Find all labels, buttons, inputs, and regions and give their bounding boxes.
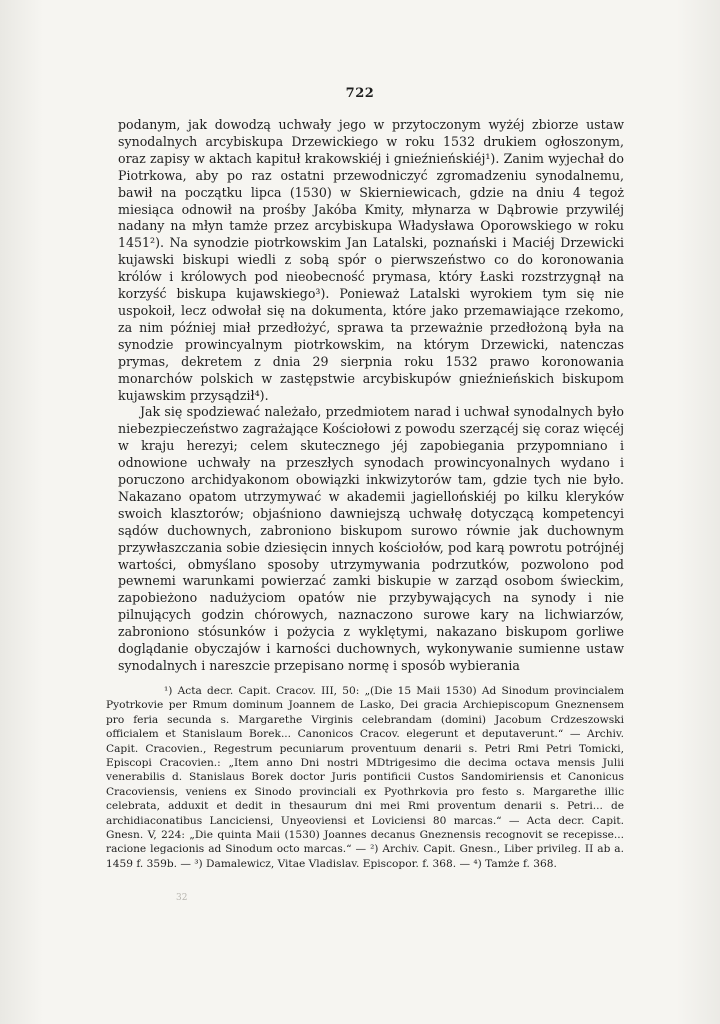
faint-stamp: 32	[176, 893, 188, 903]
page-number: 722	[345, 86, 375, 101]
main-text	[118, 117, 624, 675]
paragraph: Jak się spodziewać należało, przedmiotem narad i uchwał synodalnych było niebezpieczeństwo zagrażające Kościołowi z powodu szerzącéj się coraz więcéj w kraju herezyi; celem skutecznego jéj zapobiegania przypomniano i odnowione uchwały na przeszłych synodach prowincyonalnych wydano i poruczono archidyakonom obowiązki inkwizytorów tam, gdzie tych nie było. Nakazano opatom utrzymywać w akademii jagiellońskiéj po kilku kleryków swoich klasztorów; objaśniono dawniejszą uchwałę dotyczącą kompetencyi sądów duchownych, zabroniono biskupom surowo równie jak duchownym przywłaszczania sobie dziesięcin innych kościołów, pod karą powrotu potrójnéj wartości, obmyślano sposoby utrzymywania podrzutków, pozwolono pod pewnemi warunkami powierzać zamki biskupie w zarząd osobom świeckim, zapobieżono nadużyciom opatów nie przybywających na synody i nie pilnujących godzin chórowych, naznaczono surowe kary na lichwiarzów, zabroniono stósunków i pożycia z wyklętymi, nakazano biskupom gorliwe doglądanie obyczajów i karności duchownych, wykonywanie sumienne ustaw synodalnych i nareszcie przepisano normę i sposób wybierania	[118, 404, 624, 673]
paragraph: podanym, jak dowodzą uchwały jego w przytoczonym wyżéj zbiorze ustaw synodalnych arcybiskupa Drzewickiego w roku 1532 drukiem ogłoszonym, oraz zapisy w aktach kapituł krakowskiéj i gnieźnieńskiéj¹). Zanim wyjechał do Piotrkowa, aby po raz ostatni przewodniczyć zgromadzeniu synodalnemu, bawił na początku lipca (1530) w Skierniewicach, gdzie na dniu 4 tegoż miesiąca odnowił na prośby Jakóba Kmity, młynarza w Dąbrowie przywiléj nadany na młyn tamże przez arcybiskupa Władysława Oporowskiego w roku 1451²). Na synodzie piotrkowskim Jan Latalski, poznański i Maciéj Drzewicki kujawski biskupi wiedli z sobą spór o pierwszeństwo co do koronowania królów i królowych pod nieobecność prymasa, który Łaski rozstrzygnął na korzyść biskupa kujawskiego³). Ponieważ Latalski wyrokiem tym się nie uspokoił, lecz odwołał się na dokumenta, które jako przemawiające rzekomo, za nim później miał przedłożyć, sprawa ta przeważnie przedłożoną była na synodzie prowincyalnym piotrkowskim, na którym Drzewicki, natenczas prymas, dekretem z dnia 29 sierpnia roku 1532 prawo koronowania monarchów polskich w zastępstwie arcybiskupów gnieźnieńskich biskupom kujawskim przysądził⁴).	[118, 117, 624, 403]
footnotes	[106, 684, 624, 871]
footnote: ¹) Acta decr. Capit. Cracov. III, 50: „(Die 15 Maii 1530) Ad Sinodum provincialem Pyotrkovie per Rmum dominum Joannem de Lasko, Dei gracia Archiepiscopum Gneznensem pro feria secunda s. Margarethe Virginis celebrandam (domini) Jacobum Crdzeszowski officialem et Stanislaum Borek... Canonicos Cracov. elegerunt et deputaverunt.“ — Archiv. Capit. Cracovien., Regestrum pecuniarum proventuum denarii s. Petri Rmi Petri Tomicki, Episcopi Cracovien.: „Item anno Dni nostri MDtrigesimo die decima octava mensis Julii venerabilis d. Stanislaus Borek doctor Juris pontificii Custos Sandomiriensis et Canonicus Cracoviensis, veniens ex Sinodo provinciali ex Pyothrkovia pro festo s. Margarethe illic celebrata, adduxit et dedit in thesaurum dni mei Rmi proventum denarii s. Petri... de archidiaconatibus Lanciciensi, Unyeoviensi et Loviciensi 80 marcas.“ — Acta decr. Capit. Gnesn. V, 224: „Die quinta Maii (1530) Joannes decanus Gneznensis recognovit se recepisse... racione legacionis ad Sinodum octo marcas.“ — ²) Archiv. Capit. Gnesn., Liber privileg. II ab a. 1459 f. 359b. — ³) Damalewicz, Vitae Vladislav. Episcopor. f. 368. — ⁴) Tamże f. 368.	[106, 685, 624, 870]
